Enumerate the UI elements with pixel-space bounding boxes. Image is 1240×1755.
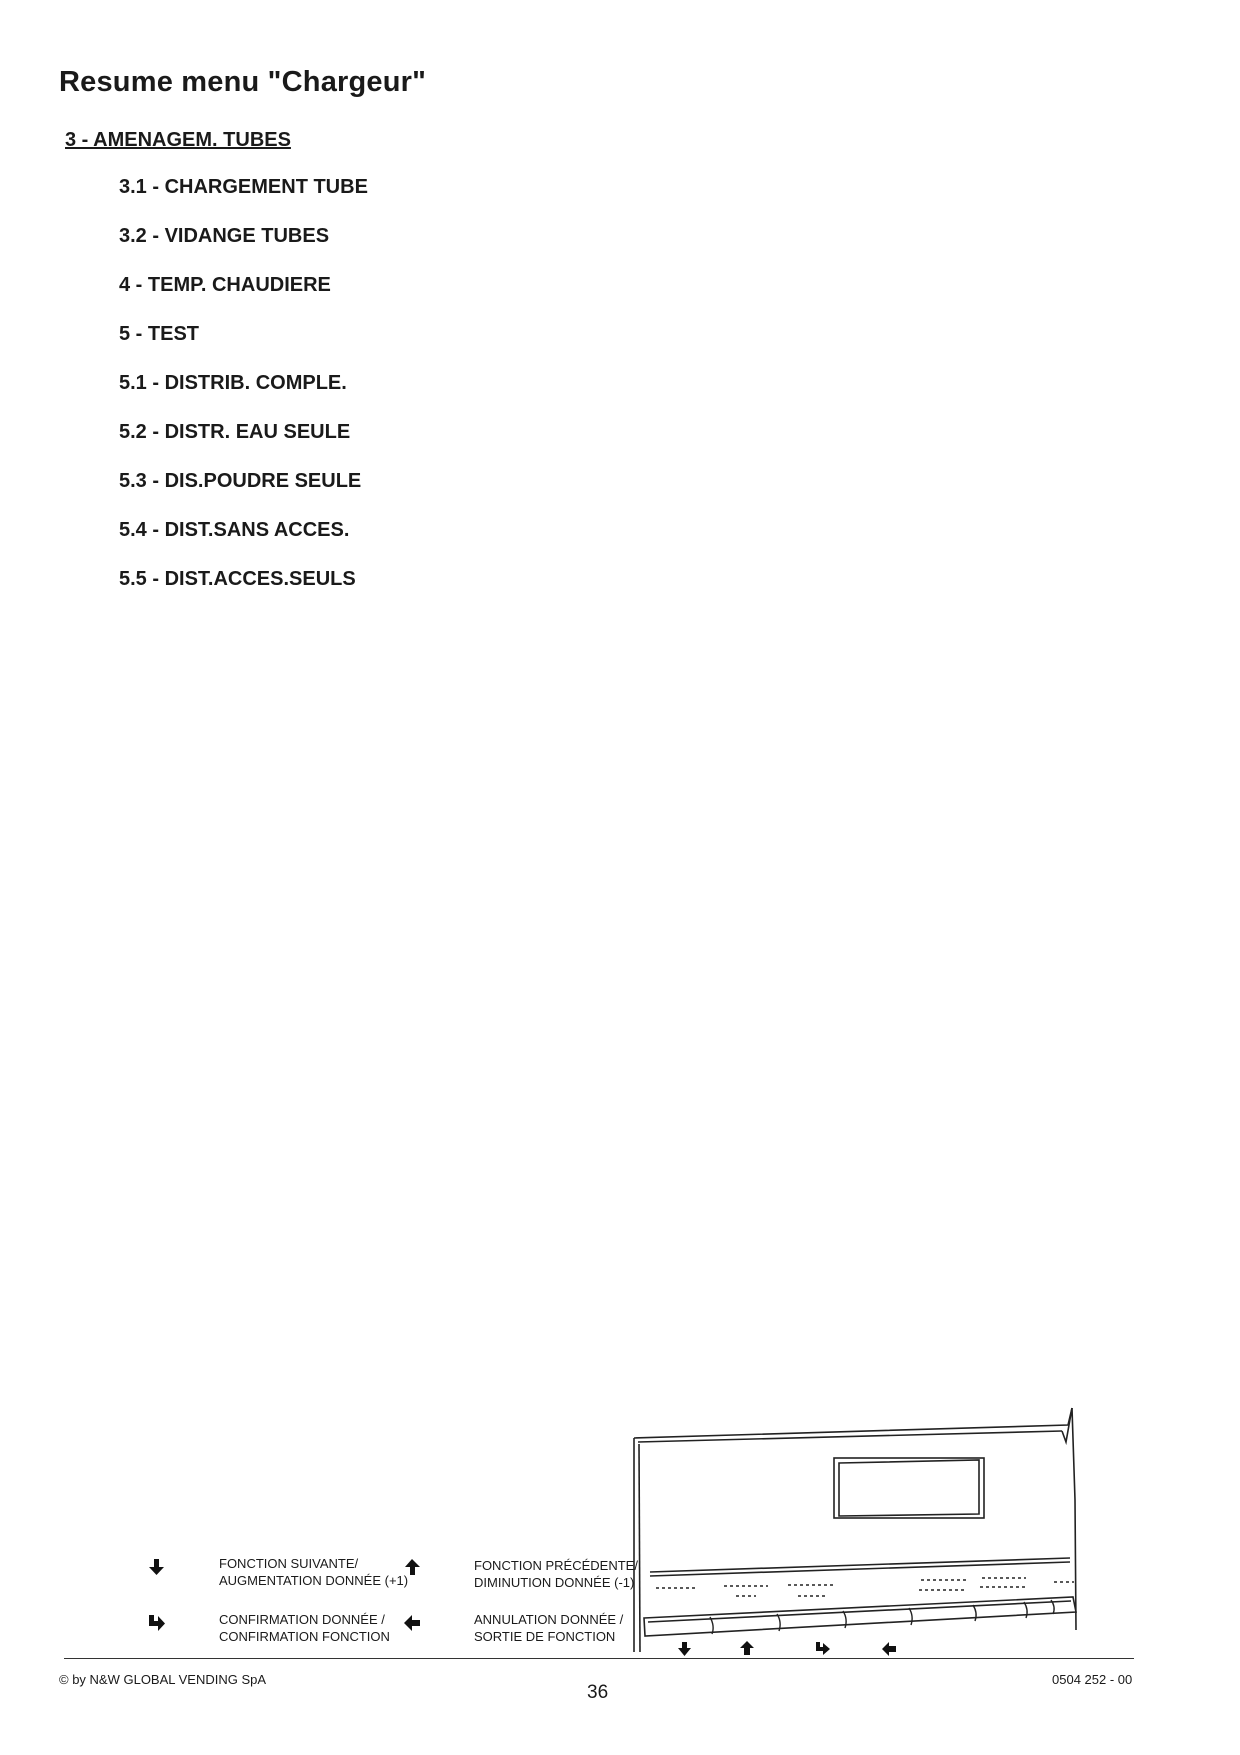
arrow-left-icon	[402, 1613, 422, 1633]
menu-item: 5 - TEST	[119, 323, 200, 345]
menu-item: 5.1 - DISTRIB. COMPLE.	[119, 372, 347, 394]
footer-doc-code: 0504 252 - 00	[1052, 1672, 1133, 1687]
menu-item: 3.2 - VIDANGE TUBES	[119, 225, 330, 247]
legend-next-line2: AUGMENTATION DONNÉE (+1)	[219, 1573, 409, 1588]
page-title: Resume menu "Chargeur"	[59, 66, 427, 98]
legend-cancel-line1: ANNULATION DONNÉE /	[474, 1612, 624, 1627]
legend-next-line1: FONCTION SUIVANTE/	[219, 1556, 359, 1571]
legend-previous-line1: FONCTION PRÉCÉDENTE/	[474, 1558, 638, 1573]
panel-arrow-turn-right-icon	[816, 1642, 830, 1655]
panel-dashed-labels	[656, 1578, 1074, 1596]
menu-item: 5.5 - DIST.ACCES.SEULS	[119, 568, 356, 590]
legend-previous-text	[474, 1557, 638, 1591]
legend-cancel-text	[474, 1611, 623, 1645]
menu-item: 5.3 - DIS.POUDRE SEULE	[119, 470, 362, 492]
section-heading: 3 - AMENAGEM. TUBES	[65, 129, 291, 151]
arrow-up-icon	[402, 1557, 422, 1577]
legend-next-text	[219, 1555, 408, 1589]
control-panel-illustration	[626, 1400, 1126, 1660]
legend-confirm-line1: CONFIRMATION DONNÉE /	[219, 1612, 385, 1627]
footer-copyright: © by N&W GLOBAL VENDING SpA	[59, 1672, 267, 1687]
legend-previous-line2: DIMINUTION DONNÉE (-1)	[474, 1575, 635, 1590]
menu-item: 3.1 - CHARGEMENT TUBE	[119, 176, 368, 198]
legend-confirm-text	[219, 1611, 390, 1645]
panel-arrow-up-icon	[740, 1641, 754, 1655]
arrow-turn-right-icon	[147, 1613, 167, 1633]
panel-arrow-left-icon	[882, 1642, 896, 1656]
menu-item: 5.4 - DIST.SANS ACCES.	[119, 519, 350, 541]
legend-cancel-line2: SORTIE DE FONCTION	[474, 1629, 616, 1644]
display-window	[834, 1458, 984, 1518]
footer-rule	[64, 1658, 1134, 1659]
menu-item: 4 - TEMP. CHAUDIERE	[119, 274, 331, 296]
panel-arrow-down-icon	[678, 1642, 691, 1656]
footer-page-number: 36	[587, 1682, 609, 1703]
arrow-down-icon	[147, 1557, 167, 1577]
legend-confirm-line2: CONFIRMATION FONCTION	[219, 1629, 390, 1644]
menu-item: 5.2 - DISTR. EAU SEULE	[119, 421, 351, 443]
